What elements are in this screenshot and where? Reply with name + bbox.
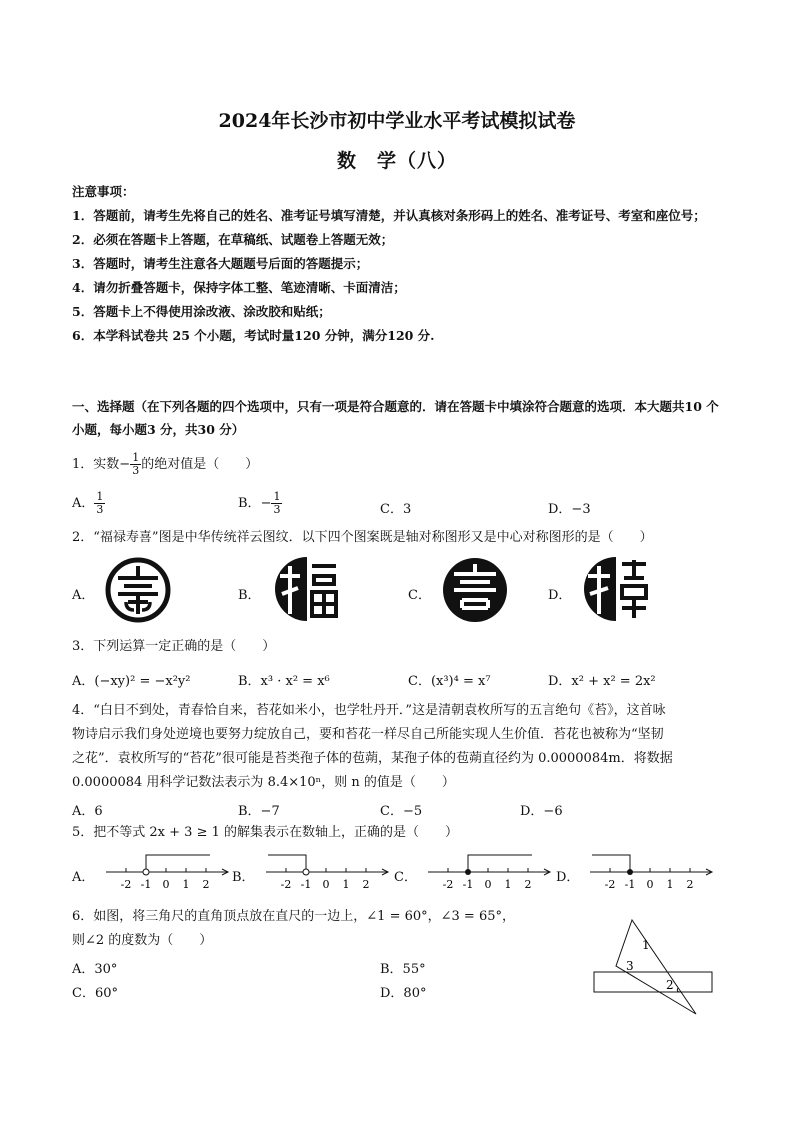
question-3-stem: 3．下列运算一定正确的是（ ） <box>72 639 276 654</box>
question-4-line-2: 物诗启示我们身处逆境也要努力绽放自己，要和苔花一样尽自己所能实现人生价值．苔花也被称为“坚韧 <box>72 727 664 742</box>
tick-label: -1 <box>462 878 474 891</box>
notes-heading: 注意事项： <box>72 184 135 199</box>
question-4-line-4: 0.0000084 用科学记数法表示为 8.4×10ⁿ，则 n 的值是（ ） <box>72 775 455 790</box>
question-1-stem: 1．实数− $\frac{1}{3}$ 的绝对值是（ ） <box>72 451 259 477</box>
q1-option-b: B．− $\frac{1}{3}$ <box>238 490 281 516</box>
notes-block <box>72 180 732 348</box>
angle-label: 3 <box>626 959 634 973</box>
q4-option-d: D．−6 <box>520 804 563 819</box>
question-2-stem: 2．“福禄寿喜”图是中华传统祥云图纹．以下四个图案既是轴对称图形又是中心对称图形的是（ ） <box>72 530 653 545</box>
number-line-d <box>588 850 718 892</box>
tick-label: 1 <box>504 878 512 891</box>
lu-character-icon <box>580 554 652 624</box>
tick-label: 1 <box>666 878 674 891</box>
q3-option-a: A．(−xy)² = −x²y² <box>72 674 191 689</box>
q3-option-c: C．(x³)⁴ = x⁷ <box>408 674 491 689</box>
tick-label: 0 <box>646 878 654 891</box>
q4-option-c: C．−5 <box>380 804 423 819</box>
q6-option-b: B．55° <box>380 962 426 977</box>
q2-label-d: D． <box>548 588 572 603</box>
section-heading: 一、选择题（在下列各题的四个选项中，只有一项是符合题意的．请在答题卡中填涂符合题意的选项．本大题共10 个小题，每小题3 分，共30 分） <box>72 399 719 437</box>
angle-label: 2 <box>666 978 674 992</box>
q6-option-d: D．80° <box>380 986 427 1001</box>
number-line-a <box>104 850 234 892</box>
question-4-line-1: 4．“白日不到处，青春恰自来，苔花如米小，也学牡丹开．”这是清朝袁枚所写的五言绝句《苔》，这首咏 <box>72 703 666 718</box>
tick-label: 1 <box>182 878 190 891</box>
q1-option-c: C．3 <box>380 502 412 517</box>
q6-option-c: C．60° <box>72 986 118 1001</box>
exam-subtitle: 数 学（八） <box>336 150 457 172</box>
xi-pattern-icon <box>440 556 510 624</box>
q2-label-a: A． <box>72 588 95 603</box>
tick-label: -1 <box>624 878 636 891</box>
tick-label: 0 <box>322 878 330 891</box>
q4-option-a: A．6 <box>72 804 103 819</box>
notes-item: 4．请勿折叠答题卡，保持字体工整、笔迹清晰、卡面清洁； <box>72 280 406 295</box>
shou-pattern-icon <box>104 556 172 624</box>
q2-label-c: C． <box>408 588 431 603</box>
q5-label-d: D． <box>556 870 580 885</box>
q6-option-a: A．30° <box>72 962 118 977</box>
notes-item: 3．答题时，请考生注意各大题题号后面的答题提示； <box>72 256 369 271</box>
tick-label: 2 <box>362 878 370 891</box>
ruler-triangle-figure <box>590 918 720 1018</box>
notes-item: 5．答题卡上不得使用涂改液、涂改胶和贴纸； <box>72 304 331 319</box>
tick-label: -1 <box>300 878 312 891</box>
angle-label: 1 <box>642 938 650 952</box>
q5-label-b: B． <box>232 870 255 885</box>
tick-label: 1 <box>342 878 350 891</box>
notes-item: 6．本学科试卷共 25 个小题，考试时量120 分钟，满分120 分. <box>72 328 435 343</box>
tick-label: -2 <box>604 878 616 891</box>
notes-item: 1．答题前，请考生先将自己的姓名、准考证号填写清楚，并认真核对条形码上的姓名、准考证号、考室和座位号； <box>72 208 706 223</box>
q2-label-b: B． <box>238 588 261 603</box>
tick-label: 0 <box>162 878 170 891</box>
q5-label-a: A． <box>72 870 95 885</box>
question-6-line-2: 则∠2 的度数为（ ） <box>72 933 213 948</box>
tick-label: 2 <box>524 878 532 891</box>
number-line-b <box>264 850 394 892</box>
tick-label: -1 <box>140 878 152 891</box>
q1-option-a: A． $\frac{1}{3}$ <box>72 490 104 516</box>
question-5-stem: 5．把不等式 2x + 3 ≥ 1 的解集表示在数轴上，正确的是（ ） <box>72 825 458 840</box>
exam-title: 2024年长沙市初中学业水平考试模拟试卷 <box>218 110 576 132</box>
q3-option-d: D．x² + x² = 2x² <box>548 674 656 689</box>
question-4-line-3: 之花”．袁枚所写的“苔花”很可能是苔类孢子体的苞蒴，某孢子体的苞蒴直径约为 0.0000084m．将数据 <box>72 751 673 766</box>
fu-character-icon <box>272 554 342 624</box>
number-line-c <box>426 850 556 892</box>
q4-option-b: B．−7 <box>238 804 280 819</box>
tick-label: -2 <box>120 878 132 891</box>
tick-label: 0 <box>484 878 492 891</box>
notes-item: 2．必须在答题卡上答题，在草稿纸、试题卷上答题无效； <box>72 232 394 247</box>
tick-label: 2 <box>202 878 210 891</box>
q3-option-b: B．x³ · x² = x⁶ <box>238 674 330 689</box>
tick-label: 2 <box>686 878 694 891</box>
q5-label-c: C． <box>394 870 417 885</box>
tick-label: -2 <box>442 878 454 891</box>
tick-label: -2 <box>280 878 292 891</box>
q1-option-d: D．−3 <box>548 502 591 517</box>
fraction: $\frac{1}{3}$ <box>132 451 140 477</box>
question-6-line-1: 6．如图，将三角尺的直角顶点放在直尺的一边上，∠1 = 60°，∠3 = 65°， <box>72 909 515 924</box>
